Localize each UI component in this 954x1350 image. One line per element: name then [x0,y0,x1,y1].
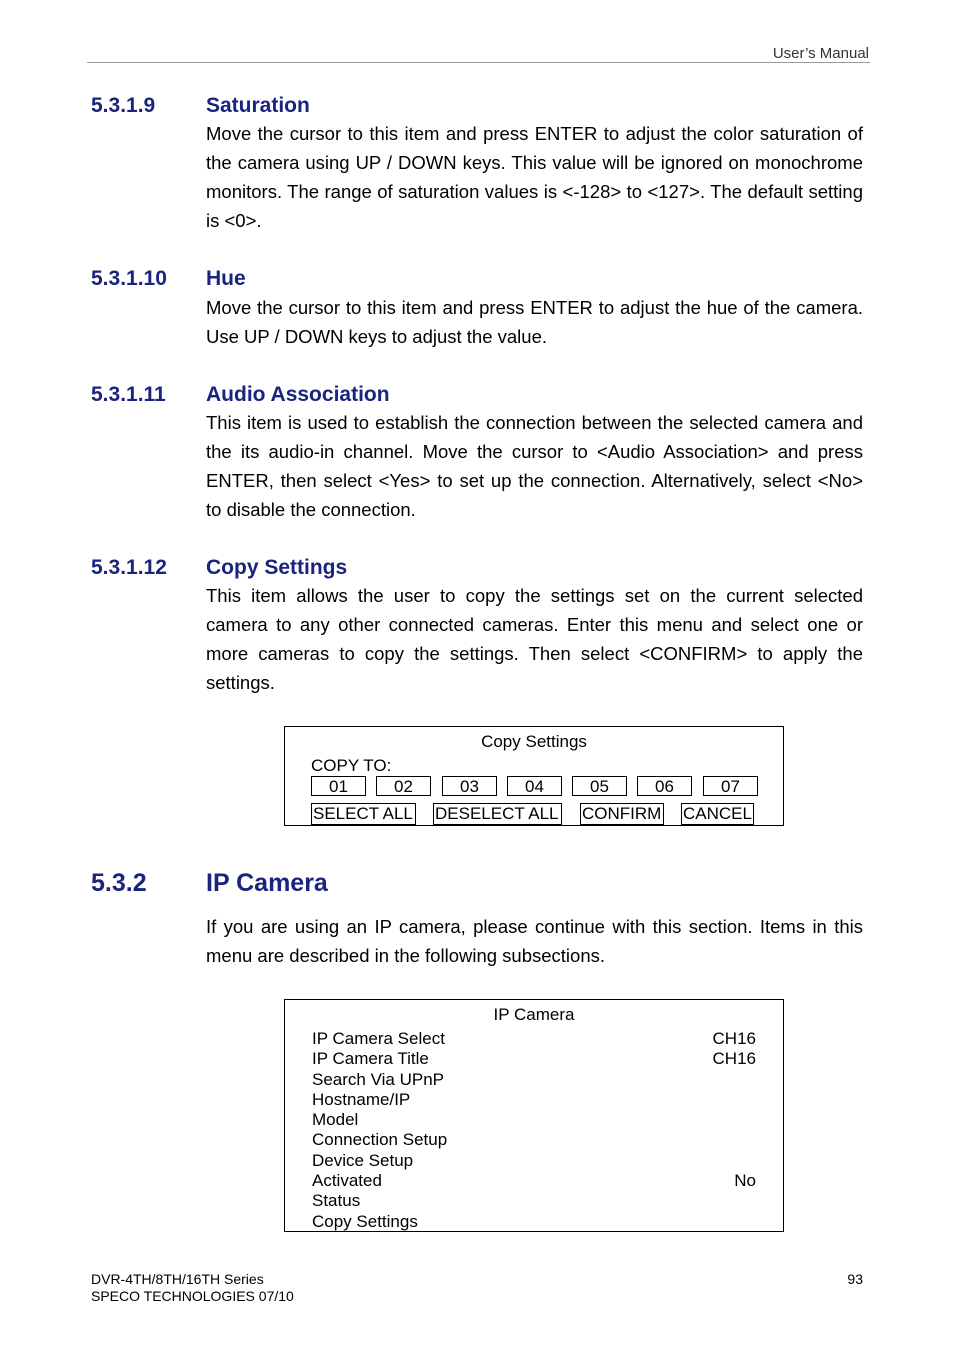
section-title: Audio Association [206,383,390,406]
section-heading-hue [91,267,246,291]
menu-item-ip-camera-title[interactable]: IP Camera Title [312,1049,429,1069]
section-heading-audio-association [91,383,390,407]
ip-camera-panel-title: IP Camera [493,1005,575,1024]
ip-camera-title-value: CH16 [712,1049,756,1069]
section-title: Saturation [206,94,310,117]
section-body-hue: Move the cursor to this item and press ENTER to adjust the hue of the camera. Use UP / DOWN keys to adjust the value. [206,297,863,347]
menu-item-copy-settings[interactable]: Copy Settings [312,1211,418,1231]
menu-item-device-setup[interactable]: Device Setup [312,1150,414,1170]
channel-box-06[interactable]: 06 [637,776,692,796]
channel-box-02[interactable]: 02 [376,776,431,796]
section-number: 5.3.1.9 [91,94,156,117]
ip-camera-select-value: CH16 [712,1029,756,1048]
section-number: 5.3.1.12 [91,556,167,579]
channel-box-01[interactable]: 01 [311,776,366,796]
section-number: 5.3.1.11 [91,383,166,406]
footer-company: SPECO TECHNOLOGIES 07/10 [91,1288,294,1304]
menu-item-search-via-upnp[interactable]: Search Via UPnP [312,1069,444,1089]
confirm-button[interactable]: CONFIRM [580,803,664,825]
cancel-button[interactable]: CANCEL [681,803,754,825]
section-title: Hue [206,267,246,290]
section-body-ip-camera: If you are using an IP camera, please continue with this section. Items in this menu are described in the following subsections. [206,916,863,966]
channel-box-03[interactable]: 03 [442,776,497,796]
channel-box-07[interactable]: 07 [703,776,758,796]
select-all-button[interactable]: SELECT ALL [311,803,416,825]
section-body-audio-association: This item is used to establish the connection between the selected camera and the its audio-in channel. Move the cursor to <Audio Association> and press ENTER, then select <Yes> to set up the connection. Alternatively, select <No> to disable the connection. [206,412,863,520]
menu-item-ip-camera-select[interactable]: IP Camera Select [312,1029,445,1048]
menu-item-hostname-ip[interactable]: Hostname/IP [312,1089,411,1109]
channel-box-05[interactable]: 05 [572,776,627,796]
menu-item-status[interactable]: Status [312,1191,361,1211]
menu-item-activated[interactable]: Activated [312,1171,382,1191]
section-heading-copy-settings [91,556,347,580]
ip-camera-menu [312,1029,447,1232]
menu-item-model[interactable]: Model [312,1110,359,1130]
section-body-copy-settings: This item allows the user to copy the settings set on the current selected camera to any other connected cameras. Enter this menu and select one or more cameras to copy the settings. Then select <CONFIRM> to apply the settings. [206,585,863,693]
section-body-saturation: Move the cursor to this item and press ENTER to adjust the color saturation of the camera using UP / DOWN keys. This value will be ignored on monochrome monitors. The range of saturation values is <-128> to <127>. The default setting is <0>. [206,123,863,231]
section-title: IP Camera [206,869,328,897]
section-title: Copy Settings [206,556,348,579]
section-heading-ip-camera [91,868,328,898]
channel-box-04[interactable]: 04 [507,776,562,796]
deselect-all-button[interactable]: DESELECT ALL [433,803,562,825]
page-number: 93 [847,1271,863,1287]
copy-settings-panel-title: Copy Settings [481,732,587,751]
section-heading-saturation [91,94,310,118]
copy-to-label: COPY TO: [311,756,392,775]
copy-settings-panel [284,726,784,826]
section-number: 5.3.2 [91,869,147,897]
running-header: User’s Manual [772,45,869,62]
menu-item-connection-setup[interactable]: Connection Setup [312,1130,448,1150]
ip-camera-panel [284,999,784,1232]
section-number: 5.3.1.10 [91,267,167,290]
footer-series: DVR-4TH/8TH/16TH Series [91,1271,264,1287]
activated-value: No [734,1171,756,1190]
header-divider [87,62,870,63]
